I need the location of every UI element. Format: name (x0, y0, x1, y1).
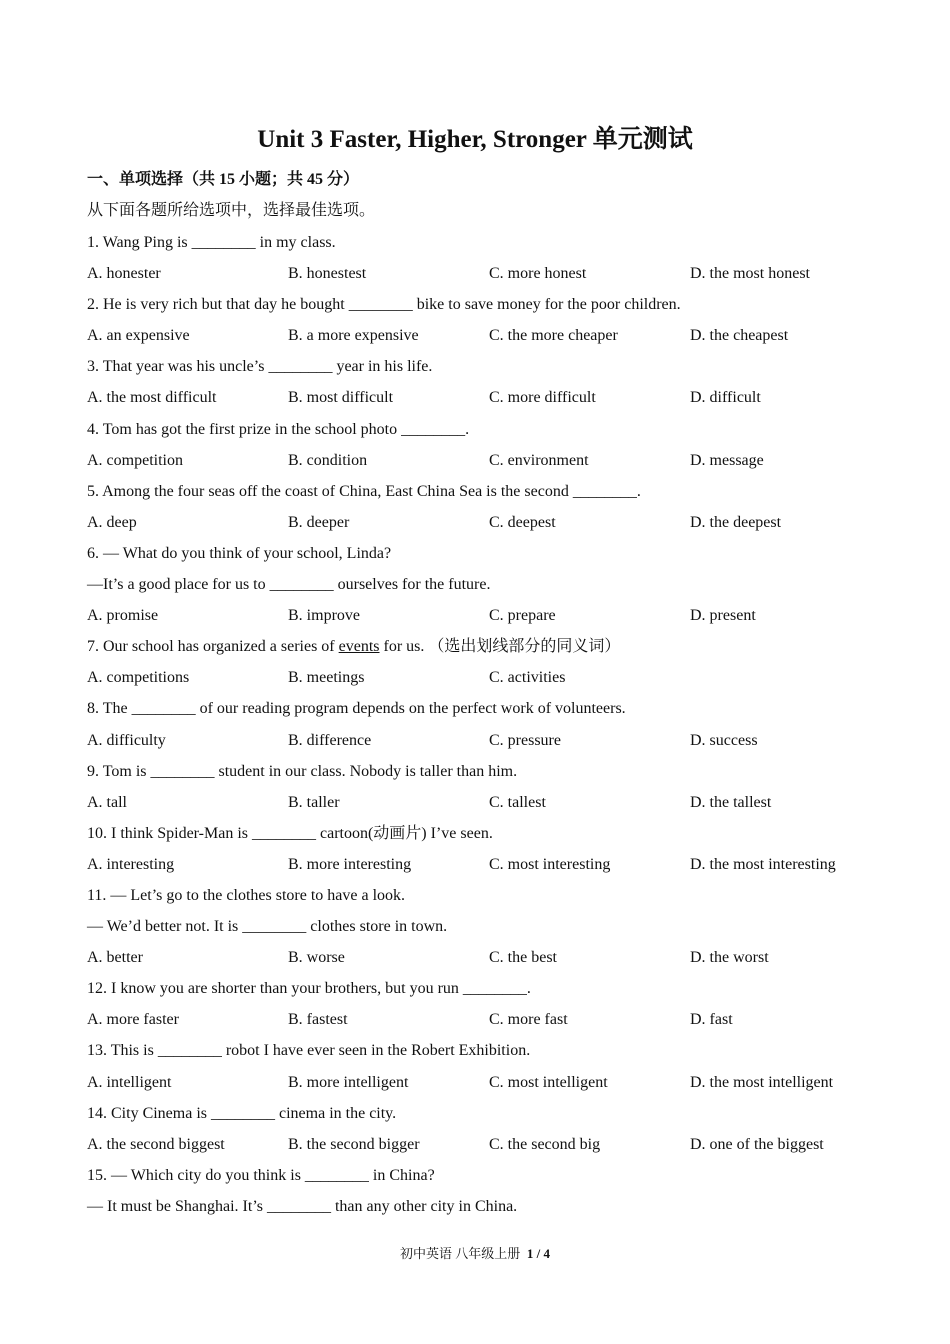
answer-option: D. the tallest (690, 793, 772, 811)
answer-option: D. the worst (690, 949, 769, 967)
question-item (87, 543, 867, 636)
answer-option: C. more difficult (489, 389, 596, 407)
question-stem: 15. — Which city do you think is ________ in China? (87, 1166, 435, 1184)
answer-option: B. taller (288, 793, 340, 811)
answer-option: B. honestest (288, 265, 367, 283)
footer-page-current: 1 (526, 1246, 534, 1261)
page-footer (0, 1245, 950, 1263)
question-stem: 6. — What do you think of your school, Linda? (87, 544, 392, 562)
answer-option: A. honester (87, 265, 161, 283)
section-heading: 一、单项选择（共 15 小题；共 45 分） (87, 171, 360, 188)
footer-page-separator: / (533, 1246, 544, 1261)
answer-option: A. an expensive (87, 327, 190, 345)
question-stem: 5. Among the four seas off the coast of China, East China Sea is the second ________. (87, 482, 641, 500)
question-stem: 9. Tom is ________ student in our class. Nobody is taller than him. (87, 762, 518, 780)
answer-option: B. improve (288, 607, 360, 625)
section-instruction: 从下面各题所给选项中，选择最佳选项。 (87, 202, 376, 219)
answer-option: B. deeper (288, 513, 350, 531)
answer-option: A. difficulty (87, 731, 166, 749)
answer-option: A. better (87, 949, 143, 967)
question-item (87, 1040, 867, 1102)
answer-options (87, 854, 867, 885)
answer-options (87, 667, 867, 698)
question-stem: 1. Wang Ping is ________ in my class. (87, 234, 336, 251)
question-list (87, 232, 867, 1227)
answer-option: D. message (690, 451, 764, 469)
footer-page-total: 4 (543, 1246, 550, 1261)
question-stem: 13. This is ________ robot I have ever seen in the Robert Exhibition. (87, 1042, 531, 1060)
answer-option: C. more fast (489, 1011, 568, 1029)
answer-options (87, 605, 867, 636)
answer-option: A. the most difficult (87, 389, 217, 407)
question-item (87, 1103, 867, 1165)
answer-options (87, 1134, 867, 1165)
answer-options (87, 730, 867, 761)
question-stem: 8. The ________ of our reading program depends on the perfect work of volunteers. (87, 700, 626, 718)
question-item (87, 356, 867, 418)
answer-options (87, 325, 867, 356)
answer-option: D. present (690, 607, 756, 625)
answer-option: D. fast (690, 1011, 733, 1029)
question-item (87, 232, 867, 294)
answer-option: A. competitions (87, 669, 190, 687)
answer-options (87, 1072, 867, 1103)
answer-option: D. the most intelligent (690, 1073, 834, 1091)
underlined-word: events (338, 638, 380, 656)
answer-option: A. deep (87, 513, 137, 531)
answer-option: C. activities (489, 669, 566, 687)
question-item (87, 481, 867, 543)
answer-options (87, 450, 867, 481)
question-stem: 3. That year was his uncle’s ________ year in his life. (87, 358, 433, 376)
answer-options (87, 1009, 867, 1040)
answer-option: D. the deepest (690, 513, 782, 531)
answer-option: C. pressure (489, 731, 561, 749)
answer-option: B. worse (288, 949, 345, 967)
answer-option: A. the second biggest (87, 1135, 225, 1153)
answer-option: A. interesting (87, 855, 175, 873)
question-item (87, 761, 867, 823)
question-stem: 11. — Let’s go to the clothes store to have a look. (87, 886, 406, 904)
question-stem: 10. I think Spider-Man is ________ cartoon(动画片) I’ve seen. (87, 824, 493, 842)
answer-options (87, 387, 867, 418)
question-stem-line: —It’s a good place for us to ________ ourselves for the future. (87, 576, 491, 594)
answer-option: C. prepare (489, 607, 556, 625)
answer-option: C. deepest (489, 513, 556, 531)
answer-option: C. environment (489, 451, 589, 469)
answer-option: C. the second big (489, 1135, 601, 1153)
answer-option: A. more faster (87, 1011, 179, 1029)
answer-option: B. fastest (288, 1011, 348, 1029)
answer-option: B. the second bigger (288, 1135, 420, 1153)
answer-option: D. one of the biggest (690, 1135, 824, 1153)
answer-option: A. promise (87, 607, 159, 625)
answer-option: B. a more expensive (288, 327, 419, 345)
answer-option: B. condition (288, 451, 368, 469)
footer-label: 初中英语 八年级上册 (400, 1246, 521, 1261)
answer-option: D. difficult (690, 389, 761, 407)
answer-option: D. the most interesting (690, 855, 836, 873)
question-stem: 4. Tom has got the first prize in the school photo ________. (87, 420, 470, 438)
question-item (87, 294, 867, 356)
answer-options (87, 263, 867, 294)
question-item (87, 419, 867, 481)
answer-option: D. the cheapest (690, 327, 789, 345)
answer-options (87, 792, 867, 823)
answer-option: B. difference (288, 731, 372, 749)
answer-option: C. most intelligent (489, 1073, 608, 1091)
answer-option: C. tallest (489, 793, 546, 811)
question-stem-text: 7. Our school has organized a series of (87, 638, 339, 656)
answer-options (87, 512, 867, 543)
question-item (87, 978, 867, 1040)
answer-option: C. the more cheaper (489, 327, 618, 345)
question-stem: 2. He is very rich but that day he bought ________ bike to save money for the poor children. (87, 296, 681, 314)
answer-option: D. success (690, 731, 758, 749)
answer-option: C. most interesting (489, 855, 611, 873)
question-stem: 12. I know you are shorter than your brothers, but you run ________. (87, 980, 531, 998)
answer-option: B. meetings (288, 669, 365, 687)
answer-option: B. more intelligent (288, 1073, 409, 1091)
answer-option: B. more interesting (288, 855, 412, 873)
question-stem-line: — It must be Shanghai. It’s ________ than any other city in China. (87, 1197, 518, 1215)
answer-option: B. most difficult (288, 389, 394, 407)
answer-option: C. the best (489, 949, 557, 967)
answer-option: A. competition (87, 451, 183, 469)
question-stem-line: — We’d better not. It is ________ clothes store in town. (87, 918, 448, 936)
question-item (87, 636, 867, 698)
question-stem (87, 636, 867, 667)
answer-option: D. the most honest (690, 265, 810, 283)
question-item (87, 698, 867, 760)
answer-option: C. more honest (489, 265, 587, 283)
page-title: Unit 3 Faster, Higher, Stronger 单元测试 (257, 126, 693, 153)
answer-options (87, 947, 867, 978)
question-item (87, 1165, 867, 1227)
question-stem-text: for us. （选出划线部分的同义词） (379, 638, 621, 656)
answer-option: A. intelligent (87, 1073, 172, 1091)
answer-option: A. tall (87, 793, 127, 811)
question-item (87, 885, 867, 978)
question-item (87, 823, 867, 885)
question-stem: 14. City Cinema is ________ cinema in the city. (87, 1104, 397, 1122)
